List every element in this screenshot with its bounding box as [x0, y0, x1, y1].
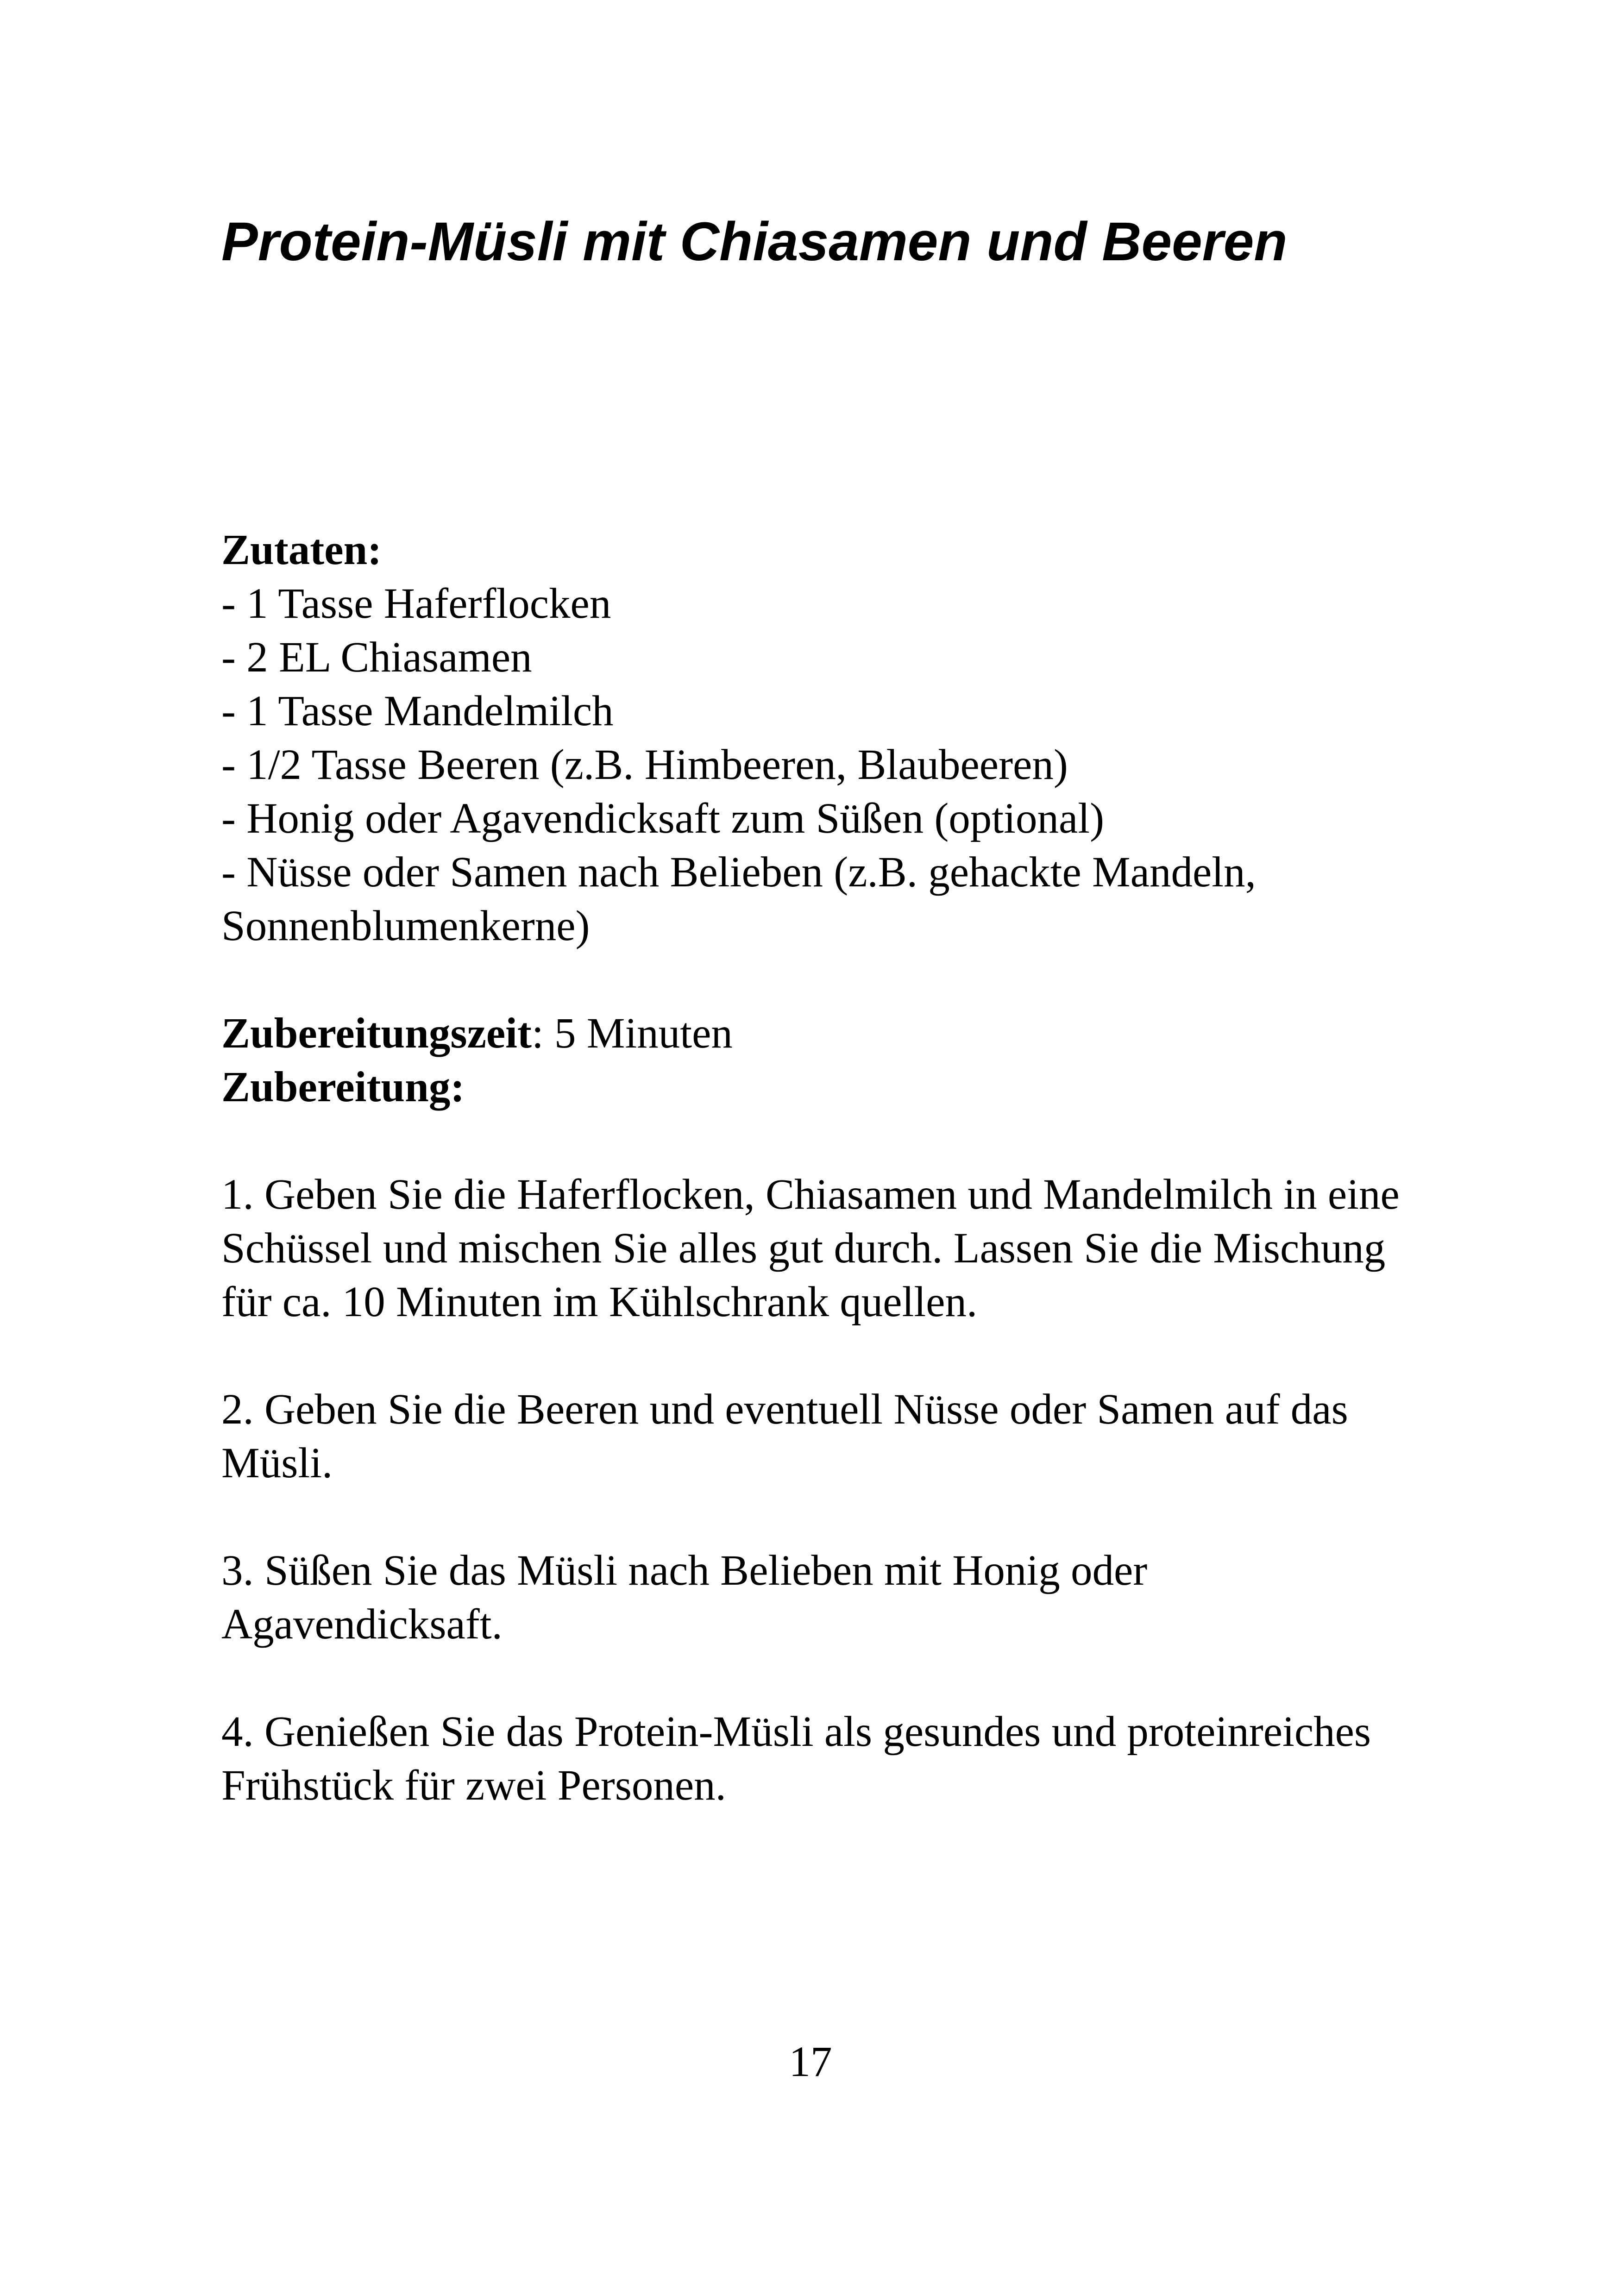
spacer [221, 1114, 1426, 1168]
spacer [221, 1651, 1426, 1705]
prep-time-value: : 5 Minuten [531, 1010, 733, 1057]
prep-time-line [221, 1007, 1426, 1060]
preparation-step: 4. Genießen Sie das Protein-Müsli als gesundes und proteinreiches Frühstück für zwei Personen. [221, 1708, 1371, 1809]
ingredient-item: - Honig oder Agavendicksaft zum Süßen (optional) [221, 795, 1105, 842]
ingredient-item: - 2 EL Chiasamen [221, 634, 532, 681]
recipe-body [221, 523, 1426, 1813]
preparation-heading: Zubereitung: [221, 1063, 465, 1111]
recipe-title: Protein-Müsli mit Chiasamen und Beeren [221, 211, 1288, 272]
preparation-step: 2. Geben Sie die Beeren und eventuell Nüsse oder Samen auf das Müsli. [221, 1386, 1348, 1487]
preparation-step: 3. Süßen Sie das Müsli nach Belieben mit Honig oder Agavendicksaft. [221, 1547, 1148, 1648]
ingredients-list [221, 577, 1426, 953]
page-number: 17 [789, 2038, 832, 2086]
ingredients-heading: Zutaten: [221, 526, 382, 574]
spacer [221, 1490, 1426, 1544]
spacer [221, 1329, 1426, 1383]
ingredient-item: - 1 Tasse Mandelmilch [221, 687, 614, 735]
spacer [221, 953, 1426, 1007]
preparation-step: 1. Geben Sie die Haferflocken, Chiasamen und Mandelmilch in eine Schüssel und mischen Sie alles gut durch. Lassen Sie die Mischung für ca. 10 Minuten im Kühlschrank quellen. [221, 1171, 1400, 1326]
ingredient-item: - 1/2 Tasse Beeren (z.B. Himbeeren, Blaubeeren) [221, 741, 1068, 789]
ingredient-item: - 1 Tasse Haferflocken [221, 580, 611, 627]
prep-time-label: Zubereitungszeit [221, 1010, 532, 1057]
ingredient-item: - Nüsse oder Samen nach Belieben (z.B. gehackte Mandeln, Sonnenblumenkerne) [221, 848, 1256, 950]
